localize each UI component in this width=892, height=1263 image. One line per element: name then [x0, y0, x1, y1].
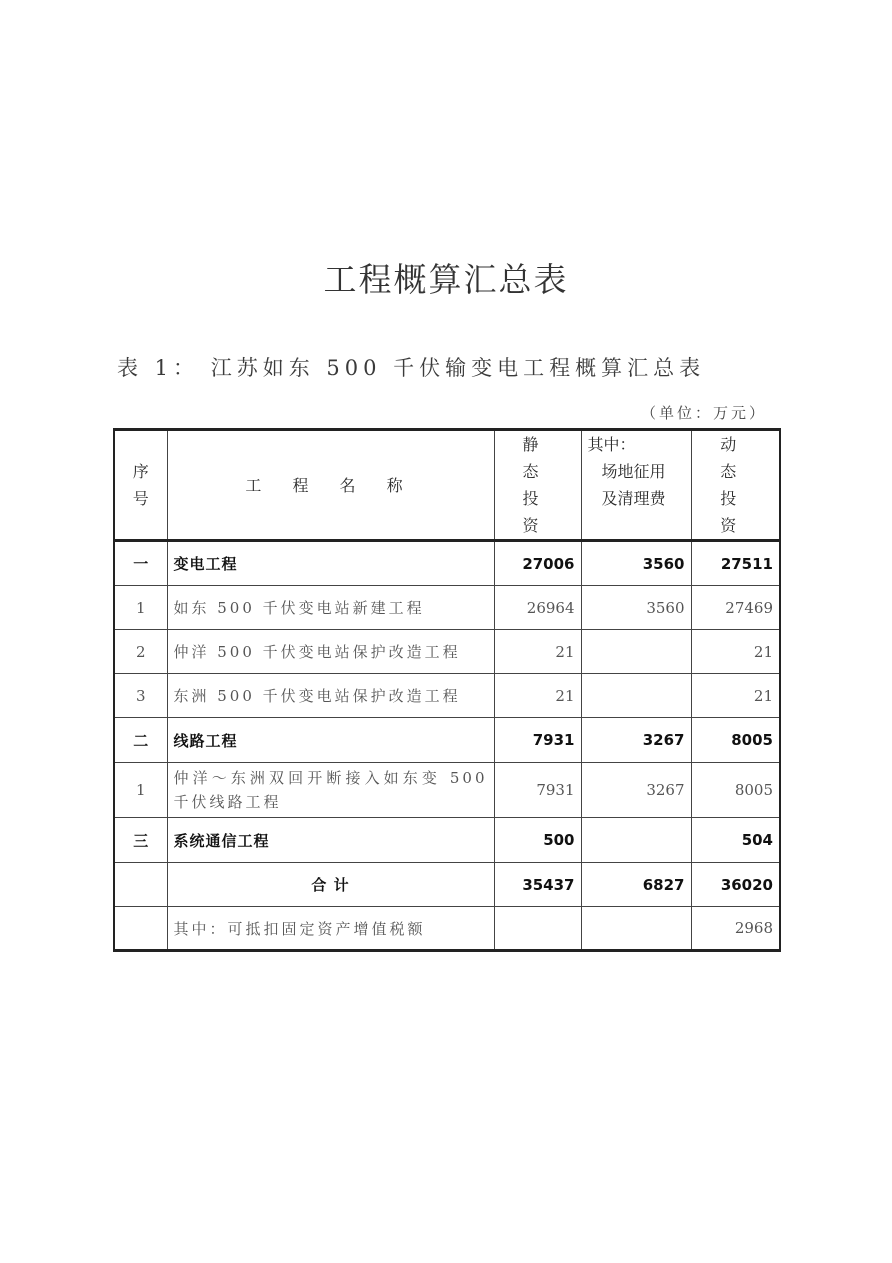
page-title: 工程概算汇总表: [323, 260, 569, 299]
total-static: 35437: [494, 863, 581, 907]
vat-amount: 2968: [691, 907, 780, 951]
table-row: [114, 818, 780, 863]
row-name: 系统通信工程: [167, 818, 494, 863]
row-dynamic: 504: [691, 818, 780, 863]
header-dynamic-line1: 动 态: [720, 435, 751, 481]
header-no-line2: 号: [132, 489, 149, 508]
table-row: [114, 630, 780, 674]
header-dynamic-investment: [691, 430, 780, 541]
table-header-row: [114, 430, 780, 541]
row-land: [581, 674, 691, 718]
row-name: 东洲 500 千伏变电站保护改造工程: [167, 674, 494, 718]
header-no-line1: 序: [132, 462, 149, 481]
table-row: [114, 718, 780, 763]
table-row: [114, 541, 780, 586]
header-static-line1: 静 态: [522, 435, 553, 481]
row-no: [114, 907, 167, 951]
table-row: [114, 674, 780, 718]
row-no: [114, 863, 167, 907]
row-static: 21: [494, 630, 581, 674]
row-no: 1: [114, 586, 167, 630]
row-static: [494, 907, 581, 951]
row-land: [581, 818, 691, 863]
row-no: 1: [114, 763, 167, 818]
header-static-investment: [494, 430, 581, 541]
table-row: [114, 586, 780, 630]
header-land-line2: 场地征用: [601, 462, 666, 481]
row-name: 仲洋～东洲双回开断接入如东变 500 千伏线路工程: [167, 763, 494, 818]
row-static: 26964: [494, 586, 581, 630]
row-dynamic: 8005: [691, 718, 780, 763]
row-land: 3267: [581, 763, 691, 818]
row-dynamic: 21: [691, 674, 780, 718]
vat-note-label: 其中：可抵扣固定资产增值税额: [167, 907, 494, 951]
header-dynamic-line2: 投 资: [720, 489, 751, 535]
row-dynamic: 21: [691, 630, 780, 674]
row-no: 3: [114, 674, 167, 718]
header-no: [114, 430, 167, 541]
row-land: 3267: [581, 718, 691, 763]
vat-note-row: [114, 907, 780, 951]
row-static: 21: [494, 674, 581, 718]
header-land-fee: [581, 430, 691, 541]
total-label: 合 计: [167, 863, 494, 907]
row-name: 如东 500 千伏变电站新建工程: [167, 586, 494, 630]
row-no: 一: [114, 541, 167, 586]
row-land: 3560: [581, 586, 691, 630]
row-static: 7931: [494, 763, 581, 818]
header-land-line3: 及清理费: [601, 489, 666, 508]
row-name: 变电工程: [167, 541, 494, 586]
row-dynamic: 27469: [691, 586, 780, 630]
row-static: 500: [494, 818, 581, 863]
row-no: 二: [114, 718, 167, 763]
row-no: 三: [114, 818, 167, 863]
budget-summary-table: [113, 428, 781, 952]
total-dynamic: 36020: [691, 863, 780, 907]
row-static: 27006: [494, 541, 581, 586]
row-static: 7931: [494, 718, 581, 763]
row-name: 线路工程: [167, 718, 494, 763]
row-no: 2: [114, 630, 167, 674]
row-dynamic: 27511: [691, 541, 780, 586]
row-name: 仲洋 500 千伏变电站保护改造工程: [167, 630, 494, 674]
row-land: 3560: [581, 541, 691, 586]
header-land-line1: 其中：: [587, 435, 636, 454]
total-row: [114, 863, 780, 907]
header-name: 工 程 名 称: [167, 430, 494, 541]
total-land: 6827: [581, 863, 691, 907]
table-caption: 表 1： 江苏如东 500 千伏输变电工程概算汇总表: [117, 356, 706, 380]
row-dynamic: 8005: [691, 763, 780, 818]
row-land: [581, 907, 691, 951]
table-row: [114, 763, 780, 818]
header-static-line2: 投 资: [522, 489, 553, 535]
row-land: [581, 630, 691, 674]
unit-note: （单位：万元）: [640, 404, 767, 422]
